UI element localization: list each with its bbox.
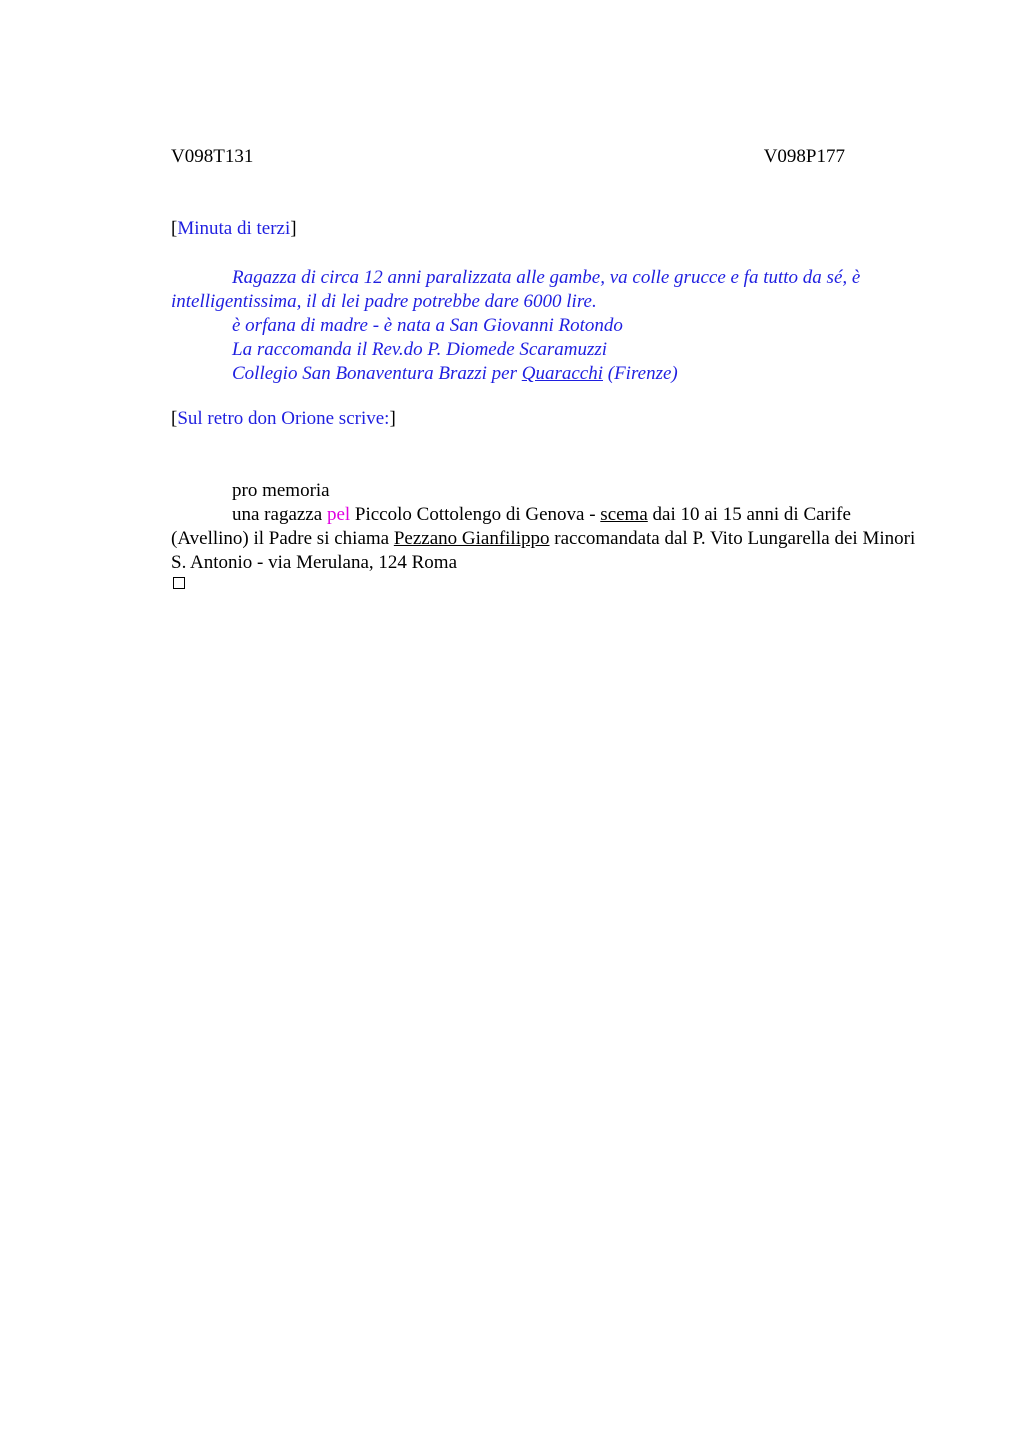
memo-text: dai 10 ai 15 anni di Carife (Avellino) il Padre si chiama — [171, 504, 851, 549]
note-paragraph: Ragazza di circa 12 anni paralizzata alle gambe, va colle grucce e fa tutto da sé, è intelligentissima, il di lei padre potrebbe dare 6000 lire. — [171, 267, 861, 312]
note-line: è orfana di madre - è nata a San Giovanni Rotondo — [232, 315, 623, 336]
bracket-open: [ — [171, 218, 178, 239]
memo-text: una ragazza — [232, 504, 327, 525]
memo-text: Piccolo Cottolengo di Genova - — [350, 504, 601, 525]
checkbox-square-icon — [173, 577, 185, 589]
underlined-word: scema — [600, 504, 648, 525]
document-header — [171, 146, 845, 170]
memo-text: raccomandata dal P. Vito Lungarella dei Minori S. Antonio - via Merulana, 124 Roma — [171, 528, 916, 573]
note-line — [171, 362, 927, 386]
highlighted-word: pel — [326, 504, 351, 525]
document-code-left: V098T131 — [171, 146, 254, 167]
document-code-right: V098P177 — [763, 146, 845, 167]
bracket-close: ] — [389, 408, 396, 429]
note-line: La raccomanda il Rev.do P. Diomede Scaramuzzi — [232, 339, 608, 360]
underlined-name: Pezzano Gianfilippo — [393, 528, 550, 549]
bracket-close: ] — [290, 218, 297, 239]
bracket-open: [ — [171, 408, 178, 429]
memo-title: pro memoria — [232, 480, 330, 501]
note-line-text: Collegio San Bonaventura Brazzi per — [232, 363, 522, 384]
section-label-minuta — [171, 217, 297, 241]
transcribed-note-block — [171, 266, 927, 386]
underlined-place: Quaracchi — [521, 363, 603, 384]
memo-paragraph — [171, 503, 927, 575]
section-label-retro — [171, 407, 396, 431]
memo-block — [171, 479, 927, 575]
note-line-text: (Firenze) — [603, 363, 678, 384]
section-label-text: Minuta di terzi — [177, 218, 291, 239]
section-label-text: Sul retro don Orione scrive: — [177, 408, 390, 429]
